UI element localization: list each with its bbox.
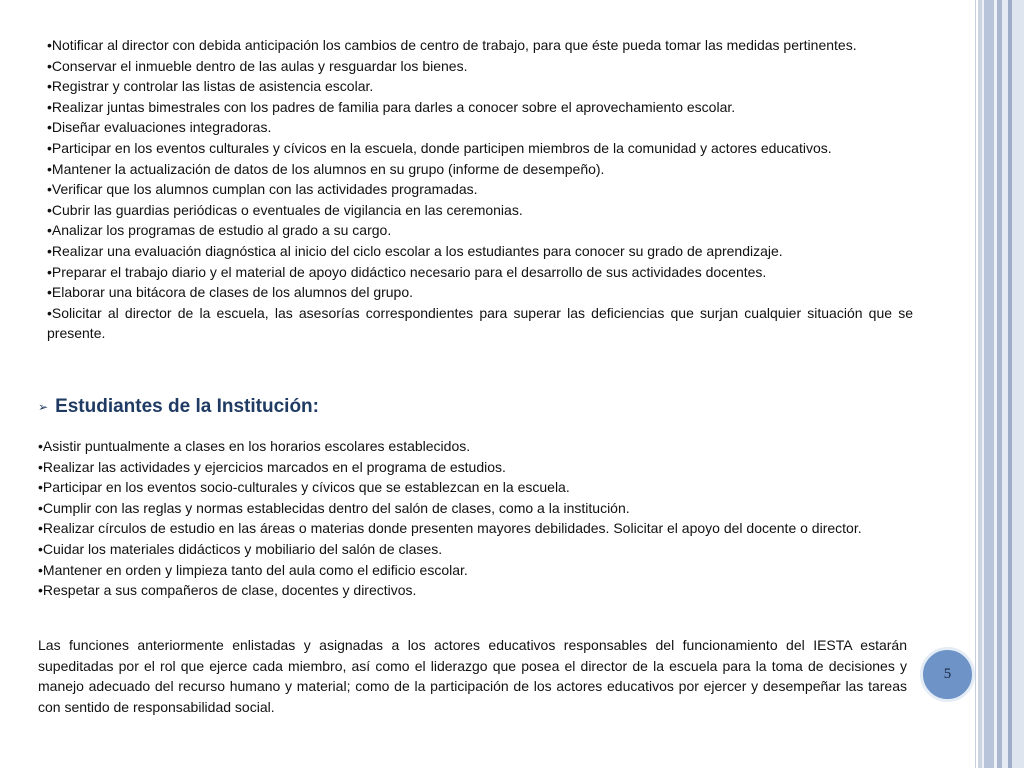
list-item: •Mantener la actualización de datos de los alumnos en su grupo (informe de desempeño).: [47, 160, 605, 177]
list-item: •Realizar una evaluación diagnóstica al inicio del ciclo escolar a los estudiantes para conocer su grado de aprendizaje.: [47, 242, 783, 259]
list-item: •Cumplir con las reglas y normas establecidas dentro del salón de clases, como a la institución.: [38, 499, 630, 516]
student-duties-list: [38, 436, 907, 601]
list-item: •Preparar el trabajo diario y el material de apoyo didáctico necesario para el desarrollo de sus actividades docentes.: [47, 263, 767, 280]
list-item: •Analizar los programas de estudio al grado a su cargo.: [47, 222, 392, 239]
page-number-badge: [920, 647, 975, 702]
list-item: •Conservar el inmueble dentro de las aulas y resguardar los bienes.: [47, 57, 468, 74]
list-item: •Participar en los eventos culturales y cívicos en la escuela, donde participen miembros de la comunidad y actores educativos.: [47, 139, 832, 156]
list-item: •Realizar las actividades y ejercicios marcados en el programa de estudios.: [38, 458, 506, 475]
section-heading: [38, 396, 319, 418]
list-item: •Registrar y controlar las listas de asistencia escolar.: [47, 78, 374, 95]
list-item: •Cubrir las guardias periódicas o eventuales de vigilancia en las ceremonias.: [47, 201, 523, 218]
section-heading-text: Estudiantes de la Institución:: [55, 396, 319, 417]
page-number: 5: [943, 666, 952, 682]
list-item: •Diseñar evaluaciones integradoras.: [47, 119, 272, 136]
list-item: •Verificar que los alumnos cumplan con las actividades programadas.: [47, 181, 478, 198]
list-item: •Realizar círculos de estudio en las áreas o materias donde presenten mayores debilidades. Solicitar el apoyo del docente o director.: [38, 520, 862, 537]
list-item: •Respetar a sus compañeros de clase, docentes y directivos.: [38, 582, 417, 599]
list-item: •Elaborar una bitácora de clases de los alumnos del grupo.: [47, 284, 414, 301]
list-item: •Realizar juntas bimestrales con los padres de familia para darles a conocer sobre el aprovechamiento escolar.: [47, 98, 736, 115]
page-edge-line: [975, 0, 976, 768]
arrow-bullet-icon: ➢: [38, 400, 49, 414]
teacher-duties-list: [47, 35, 913, 344]
list-item: •Mantener en orden y limpieza tanto del aula como el edificio escolar.: [38, 561, 468, 578]
list-item: •Solicitar al director de la escuela, las asesorías correspondientes para superar las deficiencias que surjan cualquier situación que se presente.: [47, 304, 913, 342]
list-item: •Asistir puntualmente a clases en los horarios escolares establecidos.: [38, 438, 471, 454]
decorative-stripes: [978, 0, 1024, 768]
list-item: •Notificar al director con debida anticipación los cambios de centro de trabajo, para que éste pueda tomar las medidas pertinentes.: [47, 37, 857, 53]
list-item: •Participar en los eventos socio-culturales y cívicos que se establezcan en la escuela.: [38, 479, 570, 496]
closing-paragraph: Las funciones anteriormente enlistadas y asignadas a los actores educativos responsables del funcionamiento del IESTA estarán supeditadas por el rol que ejerce cada miembro, así como el liderazgo que posea el director de la escuela para la toma de decisiones y manejo adecuado del recurso humano y material; como de la participación de los actores educativos por ejercer y desempeñar las tareas con sentido de responsabilidad social.: [38, 637, 907, 715]
list-item: •Cuidar los materiales didácticos y mobiliario del salón de clases.: [38, 540, 443, 557]
